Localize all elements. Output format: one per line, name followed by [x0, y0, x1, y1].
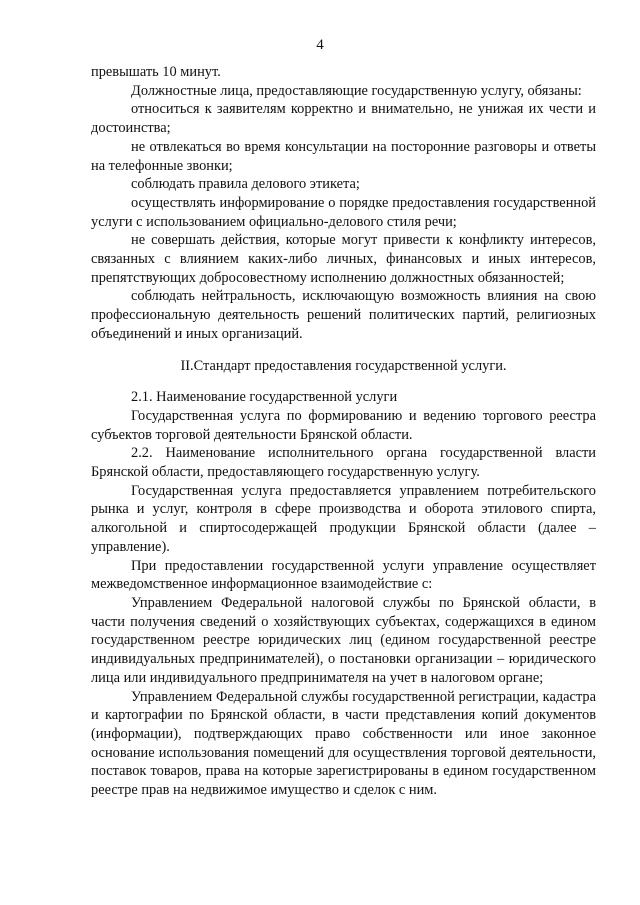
paragraph: Государственная услуга по формированию и ведению торгового реестра субъектов торговой деятельности Брянской области. — [91, 407, 596, 443]
section-heading: II.Стандарт предоставления государственной услуги. — [180, 357, 507, 374]
paragraph: не совершать действия, которые могут привести к конфликту интересов, связанных с влиянием каких-либо личных, финансовых и иных интересов, препятствующих добросовестному исполнению должностных обязанностей; — [91, 232, 596, 286]
paragraph: относиться к заявителям корректно и внимательно, не унижая их чести и достоинства; — [91, 101, 596, 137]
paragraph: осуществлять информирование о порядке предоставления государственной услуги с использованием официально-делового стиля речи; — [91, 194, 596, 230]
document-body — [91, 63, 596, 800]
paragraph: не отвлекаться во время консультации на посторонние разговоры и ответы на телефонные звонки; — [91, 138, 596, 174]
paragraph: превышать 10 минут. — [91, 64, 221, 80]
paragraph: соблюдать нейтральность, исключающую возможность влияния на свою профессиональную деятельность решений политических партий, религиозных объединений и иных организаций. — [91, 288, 596, 342]
paragraph: 2.1. Наименование государственной услуги — [131, 389, 398, 406]
paragraph: Государственная услуга предоставляется управлением потребительского рынка и услуг, контроля в сфере производства и оборота этилового спирта, алкогольной и спиртосодержащей продукции Брянской области (далее – управление). — [91, 482, 596, 555]
paragraph: Должностные лица, предоставляющие государственную услугу, обязаны: — [131, 82, 582, 99]
page-number: 4 — [316, 37, 324, 53]
paragraph: 2.2. Наименование исполнительного органа государственной власти Брянской области, предоставляющего государственную услугу. — [91, 445, 596, 481]
paragraph: При предоставлении государственной услуги управление осуществляет межведомственное информационное взаимодействие с: — [91, 557, 596, 593]
paragraph: соблюдать правила делового этикета; — [131, 176, 360, 193]
paragraph: Управлением Федеральной службы государственной регистрации, кадастра и картографии по Брянской области, в части представления копий документов (информации), подтверждающих право собственности или иное законное основание использования помещений для осуществления торговой деятельности, поставок товаров, права на которые зарегистрированы в едином государственном реестре прав на недвижимое имущество и сделок с ним. — [91, 688, 596, 799]
paragraph: Управлением Федеральной налоговой службы по Брянской области, в части получения сведений о хозяйствующих субъектах, содержащихся в едином государственном реестре юридических лиц (едином государственной реестре индивидуальных предпринимателей), о постановки организации – юридического лица или индивидуального предпринимателя на учет в налоговом органе; — [91, 594, 596, 686]
